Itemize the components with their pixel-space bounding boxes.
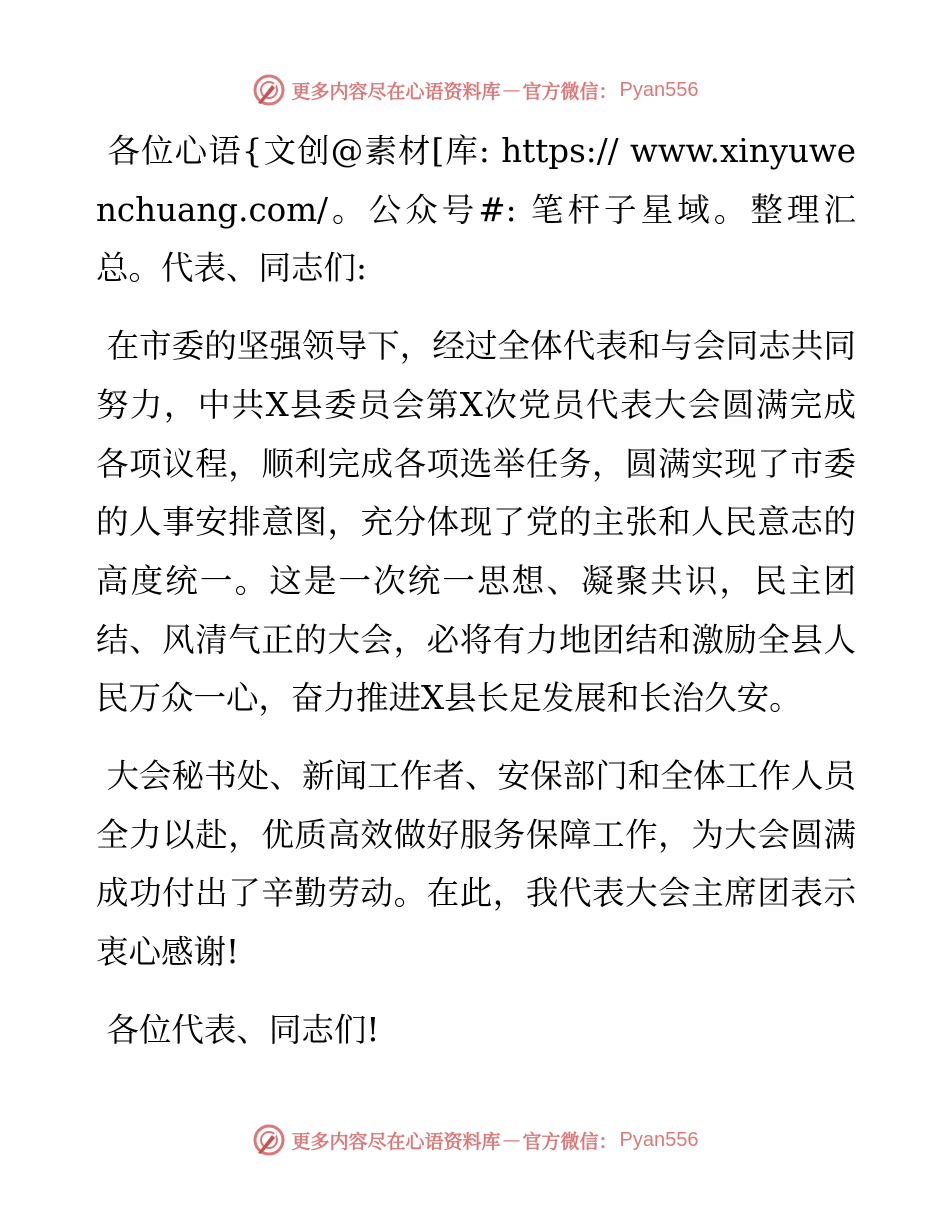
header-banner-text: 更多内容尽在心语资料库 <box>291 80 501 103</box>
footer-wechat-id: Pyan556 <box>619 1128 699 1151</box>
paragraph-thanks: 大会秘书处、新闻工作者、安保部门和全体工作人员全力以赴，优质高效做好服务保障工作，为大会圆满成功付出了辛勤劳动。在此，我代表大会主席团表示衷心感谢! <box>96 757 856 972</box>
footer-wechat-label: 官方微信： <box>522 1130 618 1153</box>
pen-logo-icon <box>252 1123 286 1157</box>
footer-banner <box>0 1120 950 1160</box>
footer-banner-text: 更多内容尽在心语资料库 <box>291 1130 501 1153</box>
footer-banner-dash: — <box>502 1129 521 1151</box>
paragraph-greeting: 各位心语{文创@素材[库: https:// www.xinyuwenchuang.com/。公众号#: 笔杆子星域。整理汇总。代表、同志们: <box>96 132 856 288</box>
paragraph-address: 各位代表、同志们! <box>106 1010 380 1049</box>
header-banner <box>0 70 950 110</box>
header-wechat-label: 官方微信： <box>522 80 618 103</box>
pen-logo-icon <box>252 73 286 107</box>
header-banner-dash: — <box>502 79 521 101</box>
paragraph-congress-summary: 在市委的坚强领导下，经过全体代表和与会同志共同努力，中共X县委员会第X次党员代表大会圆满完成各项议程，顺利完成各项选举任务，圆满实现了市委的人事安排意图，充分体现了党的主张和人民意志的高度统一。这是一次统一思想、凝聚共识，民主团结、风清气正的大会，必将有力地团结和激励全县人民万众一心，奋力推进X县长足发展和长治久安。 <box>96 327 856 718</box>
document-body <box>96 122 856 1079</box>
header-wechat-id: Pyan556 <box>619 78 699 101</box>
